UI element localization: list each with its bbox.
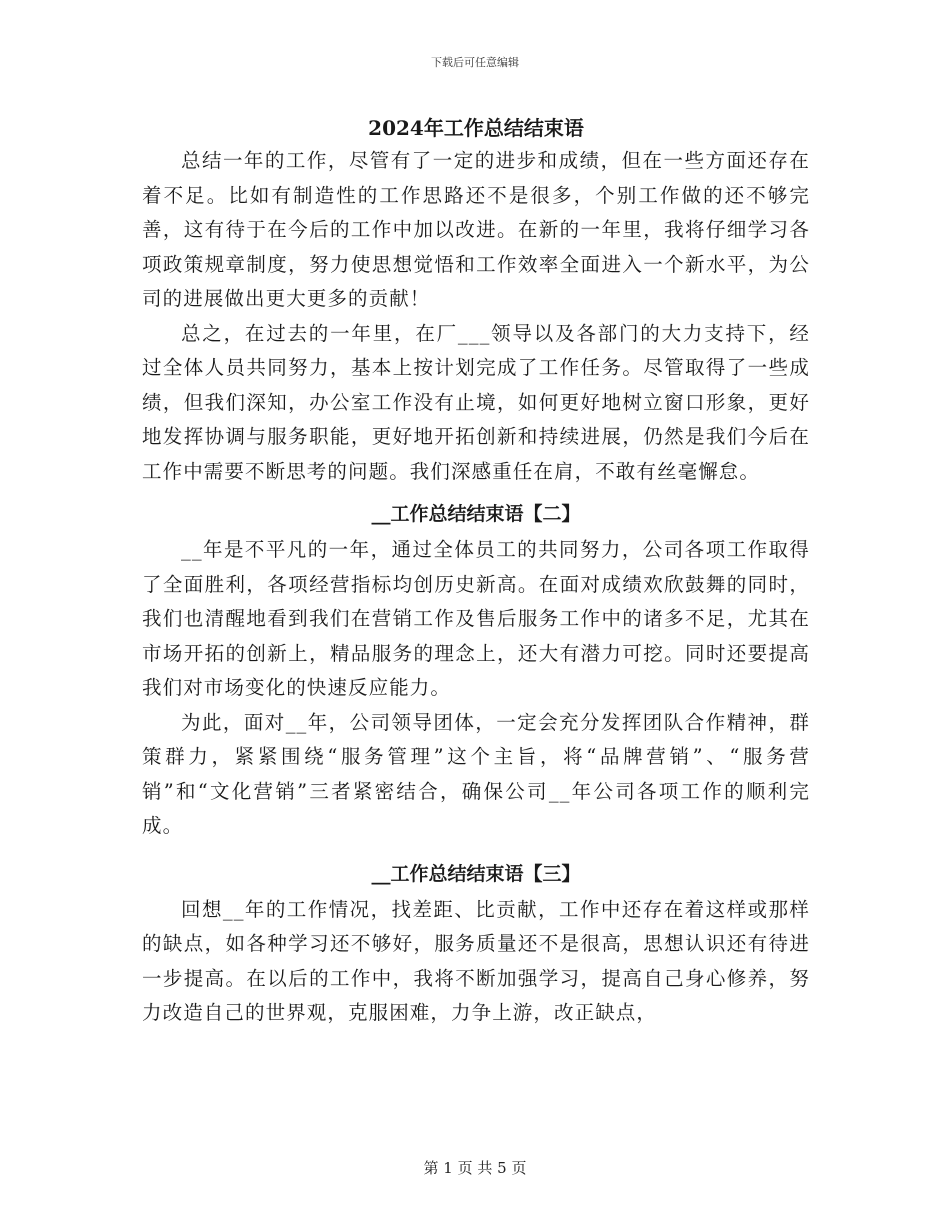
document-body — [142, 112, 810, 1031]
section-title-3: __工作总结结束语【三】 — [371, 862, 581, 885]
page-header-note: 下载后可任意编辑 — [431, 56, 519, 69]
paragraph: 总结一年的工作，尽管有了一定的进步和成绩，但在一些方面还存在着不足。比如有制造性的工作思路还不是很多，个别工作做的还不够完善，这有待于在今后的工作中加以改进。在新的一年里，我将仔细学习各项政策规章制度，努力使思想觉悟和工作效率全面进入一个新水平，为公司的进展做出更大更多的贡献！ — [142, 149, 810, 310]
document-title: 2024年工作总结结束语 — [368, 116, 584, 140]
paragraph: __年是不平凡的一年，通过全体员工的共同努力，公司各项工作取得了全面胜利，各项经营指标均创历史新高。在面对成绩欢欣鼓舞的同时，我们也清醒地看到我们在营销工作及售后服务工作中的诸多不足，尤其在市场开拓的创新上，精品服务的理念上，还大有潜力可挖。同时还要提高我们对市场变化的快速反应能力。 — [142, 538, 810, 699]
page-indicator: 第 1 页 共 5 页 — [423, 1159, 527, 1177]
section-title-2: __工作总结结束语【二】 — [371, 503, 581, 525]
paragraph: 为此，面对__年，公司领导团体，一定会充分发挥团队合作精神，群策群力，紧紧围绕“服务管理”这个主旨，将“品牌营销”、“服务营销”和“文化营销”三者紧密结合，确保公司__年公司各项工作的顺利完成。 — [142, 710, 810, 837]
paragraph: 总之，在过去的一年里，在厂___领导以及各部门的大力支持下，经过全体人员共同努力，基本上按计划完成了工作任务。尽管取得了一些成绩，但我们深知，办公室工作没有止境，如何更好地树立窗口形象，更好地发挥协调与服务职能，更好地开拓创新和持续进展，仍然是我们今后在工作中需要不断思考的问题。我们深感重任在肩，不敢有丝毫懈怠。 — [142, 321, 810, 483]
paragraph: 回想__年的工作情况，找差距、比贡献，工作中还存在着这样或那样的缺点，如各种学习还不够好，服务质量还不是很高，思想认识还有待进一步提高。在以后的工作中，我将不断加强学习，提高自己身心修养，努力改造自己的世界观，克服困难，力争上游，改正缺点， — [142, 897, 810, 1024]
